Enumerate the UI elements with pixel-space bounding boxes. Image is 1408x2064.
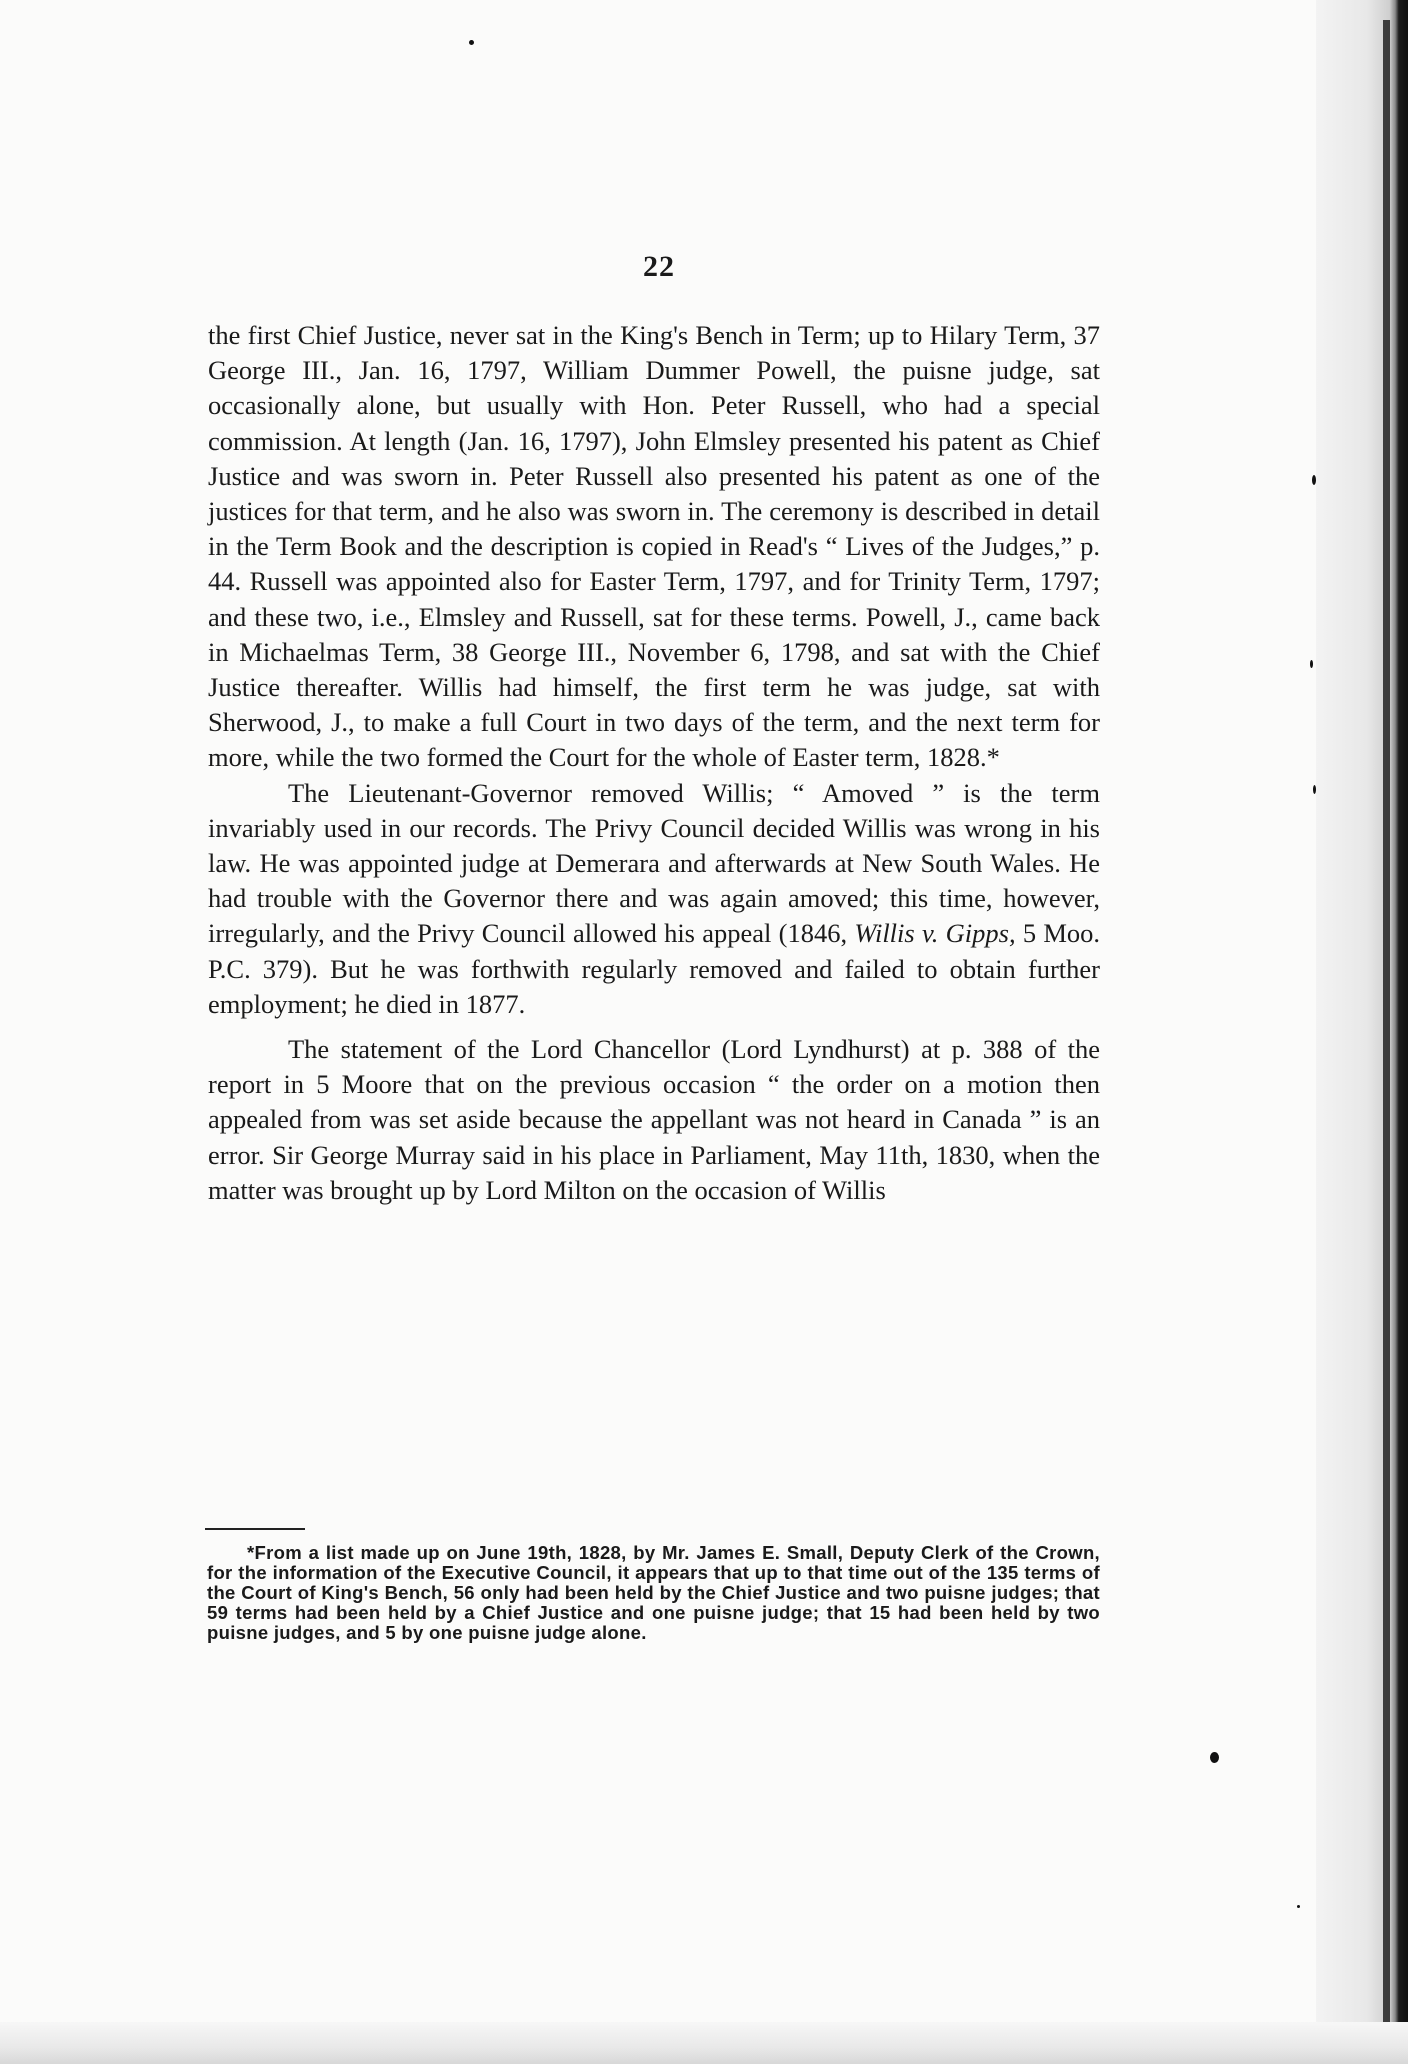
page-bottom-edge (0, 2022, 1408, 2064)
paragraph-text: the first Chief Justice, never sat in the King's Bench in Term; up to Hilary Term, 37 George III., Jan. 16, 1797, William Dummer Powell, the puisne judge, sat occasionally alone, but usually with Hon. Peter Russell, who had a special commission. At length (Jan. 16, 1797), John Elmsley presented his patent as Chief Justice and was sworn in. Peter Russell also presented his patent as one of the justices for that term, and he also was sworn in. The ceremony is described in detail in the Term Book and the description is copied in Read's “ Lives of the Judges,” p. 44. Russell was appointed also for Easter Term, 1797, and for Trinity Term, 1797; and these two, i.e., Elmsley and Russell, sat for these terms. Powell, J., came back in Michaelmas Term, 38 George III., November 6, 1798, and sat with the Chief Justice thereafter. Willis had himself, the first term he was judge, sat with Sherwood, J., to make a full Court in two days of the term, and the next term for more, while the two formed the Court for the whole of Easter term, 1828.* (208, 320, 1100, 773)
body-text (208, 318, 1100, 1208)
paragraph-continuation (208, 318, 1100, 776)
footnote-divider (205, 1528, 305, 1530)
scan-speck (1297, 1905, 1300, 1908)
page-number: 22 (643, 250, 675, 283)
scan-speck (469, 40, 474, 45)
footnote: *From a list made up on June 19th, 1828, by Mr. James E. Small, Deputy Clerk of the Crown, for the information of the Executive Council, it appears that up to that time out of the 135 terms of the Court of King's Bench, 56 only had been held by the Chief Justice and two puisne judges; that 59 terms had been held by a Chief Justice and one puisne judge; that 15 had been held by two puisne judges, and 5 by one puisne judge alone. (207, 1542, 1100, 1643)
paragraph-text: The Lieutenant-Governor removed Willis; “ Amoved ” is the term invariably used in our records. The Privy Council decided Willis was wrong in his law. He was appointed judge at Demerara and afterwards at New South Wales. He had trouble with the Governor there and was again amoved; this time, however, irregularly, and the Privy Council allowed his appeal (1846, (208, 777, 1100, 949)
paragraph-text: 5 Moo. P.C. 379). But he was forthwith regularly removed and failed to obtain further employment; he died in 1877. (208, 918, 1101, 1019)
scan-speck (1210, 1752, 1219, 1763)
scan-speck (1313, 785, 1316, 794)
scan-speck (1312, 475, 1316, 485)
paragraph-lord-chancellor (208, 1032, 1100, 1208)
page-edge-shadow (1316, 0, 1408, 2064)
paragraph-text: The statement of the Lord Chancellor (Lord Lyndhurst) at p. 388 of the report in 5 Moore that on the previous occasion “ the order on a motion then appealed from was set aside because the appellant was not heard in Canada ” is an error. Sir George Murray said in his place in Parliament, May 11th, 1830, when the matter was brought up by Lord Milton on the occasion of Willis (208, 1034, 1100, 1205)
binding-edge (1383, 20, 1390, 2050)
paragraph-willis-removal (208, 776, 1100, 1022)
scan-speck (1310, 660, 1313, 668)
case-citation: Willis v. Gipps, (854, 918, 1016, 949)
